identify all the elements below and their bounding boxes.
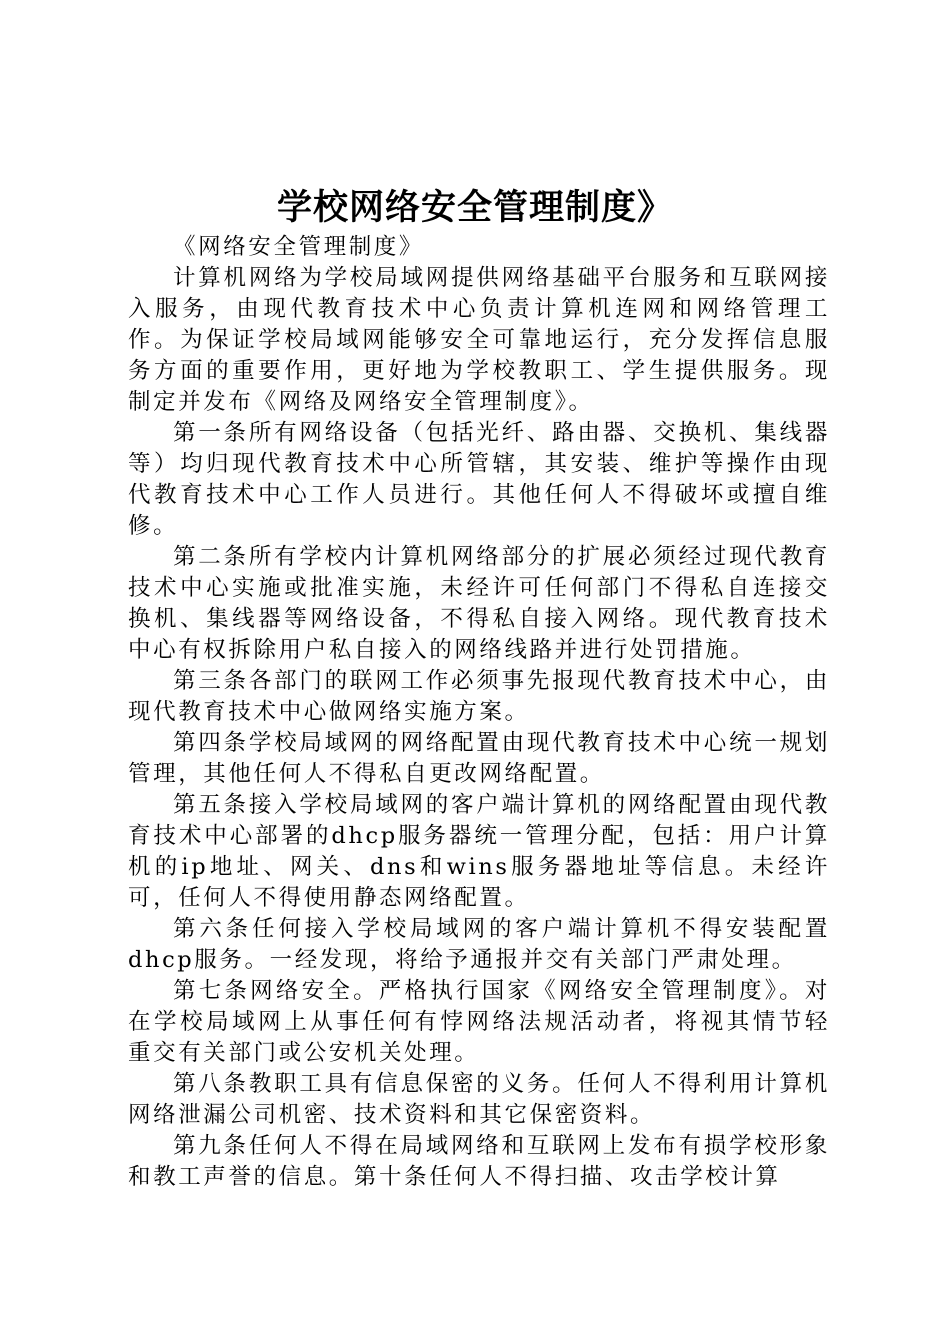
paragraph: 第七条网络安全。严格执行国家《网络安全管理制度》。对在学校局域网上从事任何有悖网络法规活动者，将视其情节轻重交有关部门或公安机关处理。 (128, 978, 830, 1066)
paragraph: 第四条学校局域网的网络配置由现代教育技术中心统一规划管理，其他任何人不得私自更改网络配置。 (128, 730, 830, 787)
paragraph: 第一条所有网络设备（包括光纤、路由器、交换机、集线器等）均归现代教育技术中心所管辖，其安装、维护等操作由现代教育技术中心工作人员进行。其他任何人不得破坏或擅自维修。 (128, 420, 830, 539)
paragraph: 《网络安全管理制度》 (173, 234, 425, 260)
paragraph: 第六条任何接入学校局域网的客户端计算机不得安装配置dhcp服务。一经发现，将给予通报并交有关部门严肃处理。 (128, 916, 830, 973)
paragraph: 第三条各部门的联网工作必须事先报现代教育技术中心，由现代教育技术中心做网络实施方案。 (128, 668, 830, 725)
paragraph: 第八条教职工具有信息保密的义务。任何人不得利用计算机网络泄漏公司机密、技术资料和其它保密资料。 (128, 1071, 830, 1128)
document-title: 学校网络安全管理制度》 (276, 187, 673, 228)
paragraph: 第二条所有学校内计算机网络部分的扩展必须经过现代教育技术中心实施或批准实施，未经许可任何部门不得私自连接交换机、集线器等网络设备，不得私自接入网络。现代教育技术中心有权拆除用户私自接入的网络线路并进行处罚措施。 (128, 544, 830, 663)
paragraph: 第九条任何人不得在局域网络和互联网上发布有损学校形象和教工声誉的信息。第十条任何人不得扫描、攻击学校计算 (128, 1133, 830, 1190)
paragraph: 第五条接入学校局域网的客户端计算机的网络配置由现代教育技术中心部署的dhcp服务器统一管理分配，包括：用户计算机的ip地址、网关、dns和wins服务器地址等信息。未经许可，任何人不得使用静态网络配置。 (128, 792, 830, 911)
document-body (128, 232, 830, 1193)
paragraph: 计算机网络为学校局域网提供网络基础平台服务和互联网接入服务，由现代教育技术中心负责计算机连网和网络管理工作。为保证学校局域网能够安全可靠地运行，充分发挥信息服务方面的重要作用，更好地为学校教职工、学生提供服务。现制定并发布《网络及网络安全管理制度》。 (128, 265, 830, 415)
